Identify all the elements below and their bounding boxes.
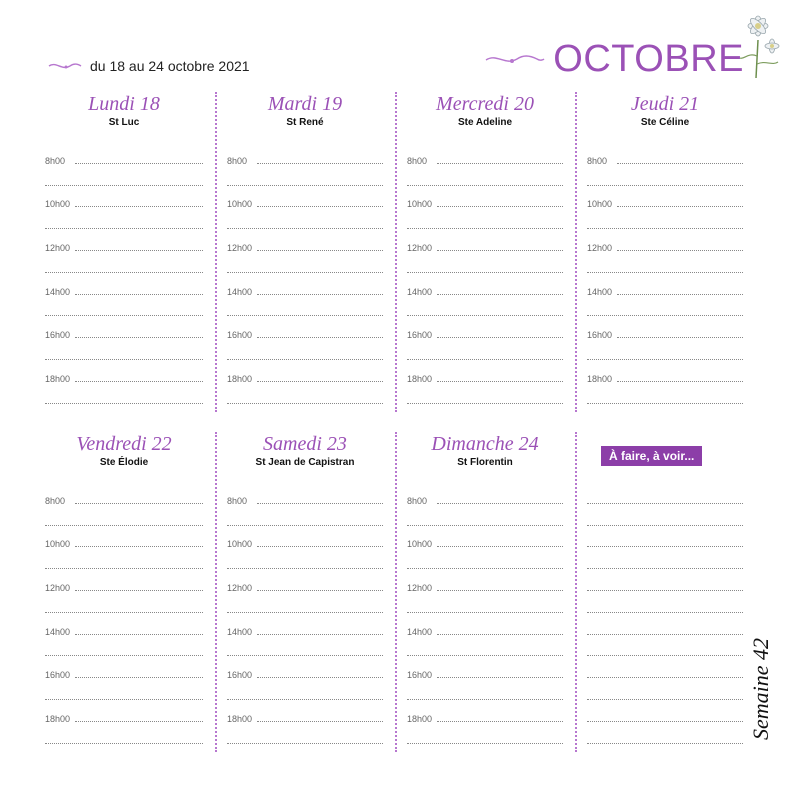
todo-lines (587, 488, 743, 750)
writing-line (257, 250, 383, 251)
swirl-ornament-icon (48, 60, 82, 72)
writing-line (587, 228, 743, 229)
hour-lines (45, 488, 203, 750)
hour-line[interactable] (407, 148, 563, 170)
writing-line (75, 590, 203, 591)
hour-line[interactable] (407, 257, 563, 279)
writing-line (407, 315, 563, 316)
hour-label: 16h00 (45, 330, 71, 341)
todo-badge: À faire, à voir... (601, 446, 702, 466)
hour-label: 12h00 (227, 582, 253, 593)
hour-line[interactable] (407, 728, 563, 750)
hour-label: 8h00 (407, 155, 428, 166)
hour-line[interactable] (407, 662, 563, 684)
writing-line (227, 612, 383, 613)
hour-label: 12h00 (45, 582, 71, 593)
hour-line[interactable] (227, 532, 383, 554)
hour-label: 10h00 (587, 199, 613, 210)
hour-line[interactable] (227, 192, 383, 214)
week-number-label: Semaine 42 (748, 637, 773, 740)
hour-line[interactable] (227, 170, 383, 192)
hour-line[interactable] (45, 213, 203, 235)
todo-line[interactable] (587, 619, 743, 641)
hour-line[interactable] (227, 366, 383, 388)
writing-line (407, 743, 563, 744)
writing-line (45, 272, 203, 273)
hour-line[interactable] (587, 213, 743, 235)
hour-line[interactable] (227, 728, 383, 750)
day-column-sunday (395, 432, 575, 752)
hour-line[interactable] (45, 553, 203, 575)
writing-line (75, 337, 203, 338)
writing-line (407, 185, 563, 186)
writing-line (45, 525, 203, 526)
writing-line (45, 568, 203, 569)
hour-label: 18h00 (45, 373, 71, 384)
hour-label: 14h00 (45, 626, 71, 637)
writing-line (75, 634, 203, 635)
hour-label: 16h00 (227, 670, 253, 681)
day-header (407, 92, 563, 148)
writing-line (617, 250, 743, 251)
day-title: Lundi 18 (88, 93, 160, 115)
writing-line (45, 655, 203, 656)
hour-line[interactable] (45, 301, 203, 323)
writing-line (617, 337, 743, 338)
saint-name: St Jean de Capistran (255, 457, 355, 468)
hour-line[interactable] (227, 148, 383, 170)
writing-line (257, 294, 383, 295)
day-column-saturday (215, 432, 395, 752)
hour-line[interactable] (407, 619, 563, 641)
writing-line (437, 677, 563, 678)
hour-line[interactable] (407, 388, 563, 410)
hour-line[interactable] (45, 344, 203, 366)
hour-line[interactable] (45, 619, 203, 641)
hour-lines (587, 148, 743, 410)
hour-line[interactable] (407, 488, 563, 510)
hour-line[interactable] (407, 575, 563, 597)
hour-line[interactable] (227, 213, 383, 235)
todo-line[interactable] (587, 553, 743, 575)
writing-line (617, 206, 743, 207)
date-range-group (48, 58, 250, 74)
hour-label: 18h00 (407, 373, 433, 384)
writing-line (617, 294, 743, 295)
writing-line (587, 677, 743, 678)
month-title: OCTOBRE (553, 38, 744, 80)
hour-line[interactable] (45, 148, 203, 170)
hour-line[interactable] (45, 597, 203, 619)
hour-lines (407, 148, 563, 410)
writing-line (617, 381, 743, 382)
saint-name: St René (286, 117, 324, 128)
hour-line[interactable] (45, 575, 203, 597)
hour-line[interactable] (407, 279, 563, 301)
hour-label: 14h00 (227, 286, 253, 297)
hour-line[interactable] (587, 279, 743, 301)
hour-line[interactable] (227, 553, 383, 575)
writing-line (407, 228, 563, 229)
writing-line (407, 699, 563, 700)
hour-label: 8h00 (45, 495, 66, 506)
writing-line (437, 337, 563, 338)
writing-line (257, 503, 383, 504)
saint-name: Ste Céline (640, 117, 690, 128)
writing-line (45, 315, 203, 316)
writing-line (227, 359, 383, 360)
writing-line (407, 612, 563, 613)
hour-line[interactable] (45, 170, 203, 192)
writing-line (257, 337, 383, 338)
writing-line (407, 272, 563, 273)
week-row-2 (35, 432, 755, 752)
writing-line (257, 677, 383, 678)
hour-label: 14h00 (227, 626, 253, 637)
hour-line[interactable] (407, 344, 563, 366)
hour-label: 14h00 (587, 286, 613, 297)
hour-line[interactable] (587, 301, 743, 323)
hour-line[interactable] (227, 684, 383, 706)
writing-line (45, 612, 203, 613)
writing-line (45, 185, 203, 186)
writing-line (587, 185, 743, 186)
writing-line (257, 721, 383, 722)
writing-line (407, 655, 563, 656)
hour-line[interactable] (587, 344, 743, 366)
saint-name: Ste Élodie (99, 457, 149, 468)
writing-line (437, 546, 563, 547)
hour-label: 18h00 (407, 713, 433, 724)
writing-line (257, 163, 383, 164)
hour-label: 12h00 (45, 242, 71, 253)
writing-line (587, 525, 743, 526)
todo-header (587, 432, 743, 488)
hour-line[interactable] (407, 532, 563, 554)
day-title: Mercredi 20 (436, 93, 534, 115)
hour-label: 12h00 (587, 242, 613, 253)
writing-line (437, 294, 563, 295)
hour-label: 14h00 (45, 286, 71, 297)
swirl-ornament-icon (485, 51, 545, 67)
hour-line[interactable] (227, 488, 383, 510)
writing-line (75, 294, 203, 295)
hour-line[interactable] (587, 192, 743, 214)
day-title: Jeudi 21 (630, 93, 700, 115)
hour-lines (407, 488, 563, 750)
writing-line (437, 163, 563, 164)
hour-label: 16h00 (45, 670, 71, 681)
hour-line[interactable] (587, 388, 743, 410)
writing-line (227, 272, 383, 273)
hour-line[interactable] (407, 706, 563, 728)
hour-label: 10h00 (407, 199, 433, 210)
writing-line (45, 359, 203, 360)
hour-label: 14h00 (407, 286, 433, 297)
hour-line[interactable] (227, 706, 383, 728)
hour-label: 10h00 (407, 539, 433, 550)
hour-line[interactable] (45, 257, 203, 279)
writing-line (437, 206, 563, 207)
day-column-tuesday (215, 92, 395, 412)
hour-line[interactable] (407, 322, 563, 344)
hour-line[interactable] (587, 366, 743, 388)
hour-line[interactable] (407, 213, 563, 235)
writing-line (75, 677, 203, 678)
writing-line (75, 163, 203, 164)
day-header (227, 92, 383, 148)
hour-label: 18h00 (227, 713, 253, 724)
day-title: Samedi 23 (263, 433, 347, 455)
todo-line[interactable] (587, 641, 743, 663)
hour-line[interactable] (45, 662, 203, 684)
writing-line (227, 185, 383, 186)
day-title: Mardi 19 (267, 93, 343, 115)
writing-line (45, 228, 203, 229)
hour-line[interactable] (227, 257, 383, 279)
hour-line[interactable] (407, 170, 563, 192)
writing-line (227, 655, 383, 656)
writing-line (587, 634, 743, 635)
hour-line[interactable] (45, 279, 203, 301)
hour-line[interactable] (407, 510, 563, 532)
writing-line (45, 743, 203, 744)
writing-line (257, 546, 383, 547)
todo-line[interactable] (587, 488, 743, 510)
hour-line[interactable] (227, 344, 383, 366)
hour-line[interactable] (45, 728, 203, 750)
writing-line (437, 721, 563, 722)
writing-line (437, 250, 563, 251)
writing-line (587, 403, 743, 404)
hour-label: 10h00 (45, 539, 71, 550)
writing-line (227, 743, 383, 744)
writing-line (617, 163, 743, 164)
hour-label: 16h00 (587, 330, 613, 341)
hour-label: 8h00 (227, 155, 248, 166)
writing-line (587, 590, 743, 591)
todo-column (575, 432, 755, 752)
hour-line[interactable] (407, 235, 563, 257)
hour-line[interactable] (407, 192, 563, 214)
day-header (587, 92, 743, 148)
todo-line[interactable] (587, 510, 743, 532)
writing-line (407, 359, 563, 360)
writing-line (407, 403, 563, 404)
hour-line[interactable] (227, 662, 383, 684)
writing-line (587, 546, 743, 547)
hour-label: 18h00 (45, 713, 71, 724)
todo-line[interactable] (587, 575, 743, 597)
writing-line (437, 590, 563, 591)
hour-label: 12h00 (407, 242, 433, 253)
todo-line[interactable] (587, 728, 743, 750)
hour-label: 10h00 (227, 539, 253, 550)
hour-line[interactable] (45, 366, 203, 388)
writing-line (75, 546, 203, 547)
writing-line (587, 743, 743, 744)
day-header (407, 432, 563, 488)
writing-line (227, 228, 383, 229)
hour-line[interactable] (227, 301, 383, 323)
todo-line[interactable] (587, 597, 743, 619)
writing-line (75, 503, 203, 504)
hour-line[interactable] (45, 235, 203, 257)
hour-line[interactable] (227, 575, 383, 597)
writing-line (587, 315, 743, 316)
writing-line (75, 206, 203, 207)
writing-line (587, 568, 743, 569)
todo-line[interactable] (587, 684, 743, 706)
hour-label: 16h00 (407, 670, 433, 681)
hour-line[interactable] (45, 388, 203, 410)
day-header (45, 92, 203, 148)
writing-line (227, 403, 383, 404)
hour-line[interactable] (45, 641, 203, 663)
writing-line (45, 403, 203, 404)
hour-lines (227, 488, 383, 750)
hour-line[interactable] (45, 532, 203, 554)
edelweiss-flower-icon (736, 10, 782, 80)
date-range: du 18 au 24 octobre 2021 (90, 58, 250, 74)
hour-line[interactable] (587, 322, 743, 344)
writing-line (257, 381, 383, 382)
hour-line[interactable] (45, 322, 203, 344)
writing-line (75, 721, 203, 722)
day-header (45, 432, 203, 488)
writing-line (437, 634, 563, 635)
writing-line (227, 525, 383, 526)
hour-line[interactable] (227, 388, 383, 410)
writing-line (407, 525, 563, 526)
hour-label: 16h00 (407, 330, 433, 341)
writing-line (257, 590, 383, 591)
writing-line (227, 315, 383, 316)
hour-line[interactable] (407, 641, 563, 663)
hour-line[interactable] (227, 279, 383, 301)
writing-line (257, 206, 383, 207)
writing-line (227, 568, 383, 569)
hour-line[interactable] (407, 553, 563, 575)
day-column-monday (35, 92, 215, 412)
todo-line[interactable] (587, 532, 743, 554)
day-column-friday (35, 432, 215, 752)
day-title: Vendredi 22 (76, 433, 172, 455)
hour-label: 12h00 (407, 582, 433, 593)
writing-line (587, 721, 743, 722)
writing-line (227, 699, 383, 700)
day-column-wednesday (395, 92, 575, 412)
hour-label: 18h00 (227, 373, 253, 384)
hour-line[interactable] (407, 301, 563, 323)
writing-line (257, 634, 383, 635)
todo-line[interactable] (587, 706, 743, 728)
hour-line[interactable] (45, 192, 203, 214)
writing-line (437, 381, 563, 382)
writing-line (587, 503, 743, 504)
writing-line (587, 612, 743, 613)
month-group (485, 40, 744, 78)
todo-line[interactable] (587, 662, 743, 684)
hour-line[interactable] (587, 148, 743, 170)
writing-line (587, 699, 743, 700)
hour-label: 18h00 (587, 373, 613, 384)
saint-name: St Luc (108, 117, 140, 128)
hour-lines (227, 148, 383, 410)
hour-line[interactable] (407, 684, 563, 706)
hour-line[interactable] (407, 366, 563, 388)
saint-name: Ste Adeline (457, 117, 513, 128)
hour-line[interactable] (587, 235, 743, 257)
writing-line (437, 503, 563, 504)
writing-line (587, 359, 743, 360)
hour-line[interactable] (227, 641, 383, 663)
hour-lines (45, 148, 203, 410)
day-header (227, 432, 383, 488)
hour-line[interactable] (45, 684, 203, 706)
hour-line[interactable] (45, 488, 203, 510)
hour-label: 8h00 (587, 155, 608, 166)
hour-line[interactable] (227, 322, 383, 344)
hour-label: 8h00 (227, 495, 248, 506)
hour-line[interactable] (227, 597, 383, 619)
saint-name: St Florentin (457, 457, 513, 468)
writing-line (75, 250, 203, 251)
hour-line[interactable] (587, 257, 743, 279)
writing-line (587, 272, 743, 273)
day-column-thursday (575, 92, 755, 412)
hour-line[interactable] (45, 510, 203, 532)
day-title: Dimanche 24 (431, 433, 539, 455)
hour-line[interactable] (587, 170, 743, 192)
hour-line[interactable] (227, 235, 383, 257)
writing-line (587, 655, 743, 656)
hour-line[interactable] (227, 510, 383, 532)
hour-label: 14h00 (407, 626, 433, 637)
hour-label: 10h00 (227, 199, 253, 210)
hour-label: 8h00 (45, 155, 66, 166)
writing-line (75, 381, 203, 382)
writing-line (45, 699, 203, 700)
page-header (0, 0, 800, 90)
hour-label: 10h00 (45, 199, 71, 210)
week-row-1 (35, 92, 755, 412)
hour-label: 8h00 (407, 495, 428, 506)
hour-label: 12h00 (227, 242, 253, 253)
hour-label: 16h00 (227, 330, 253, 341)
writing-line (407, 568, 563, 569)
hour-line[interactable] (45, 706, 203, 728)
hour-line[interactable] (407, 597, 563, 619)
hour-line[interactable] (227, 619, 383, 641)
